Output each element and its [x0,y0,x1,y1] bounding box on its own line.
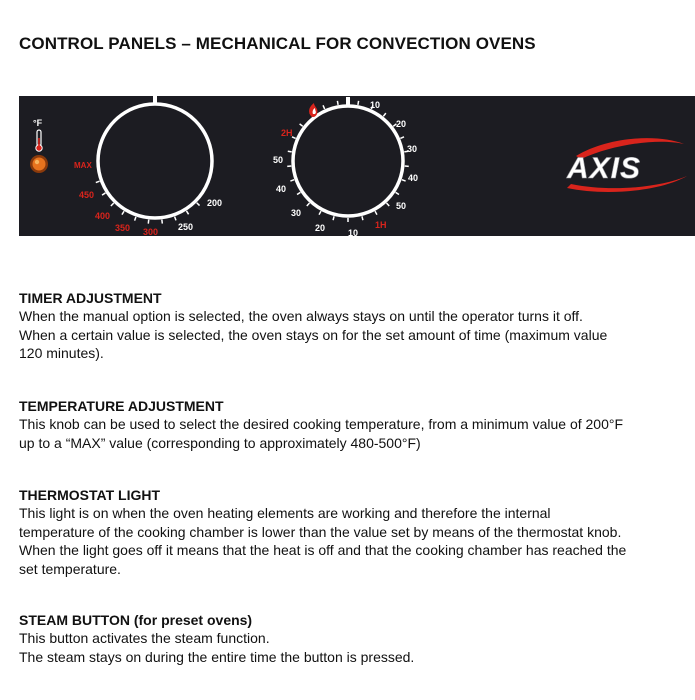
temp-label-250: 250 [178,222,194,232]
timer-label-40-right: 40 [408,173,419,183]
section-line: When the light goes off it means that the heat is off and that the cooking chamber has reached the [19,542,627,558]
timer-label-10-top: 10 [370,100,381,110]
scale-tick [362,216,363,220]
section-temperature-adjustment [19,397,691,452]
section-line: up to a “MAX” value (corresponding to approximately 480-500°F) [19,434,421,451]
timer-label-1h: 1H [375,220,387,230]
temp-label-450: 450 [79,190,95,200]
timer-label-50-right: 50 [396,201,407,211]
temp-label-200: 200 [207,198,223,208]
section-steam-button [19,611,691,666]
section-line: 120 minutes). [19,345,104,361]
timer-label-50-left: 50 [273,155,284,165]
temp-label-400: 400 [95,211,111,221]
control-panel [19,96,695,236]
timer-label-20-right: 20 [396,119,407,129]
thermostat-light-indicator [30,155,48,173]
section-timer-adjustment [19,289,691,363]
scale-tick [358,101,359,105]
timer-label-30-right: 30 [407,144,418,154]
temperature-knob-pointer [153,96,157,104]
section-line: This button activates the steam function. [19,630,270,646]
section-line: This knob can be used to select the desired cooking temperature, from a minimum value of 200°F [19,416,624,432]
temp-label-350: 350 [115,223,131,233]
section-heading: THERMOSTAT LIGHT [19,487,161,503]
timer-label-2h: 2H [281,128,293,138]
section-line: set temperature. [19,560,121,577]
section-line: When a certain value is selected, the oven stays on for the set amount of time (maximum value [19,326,608,343]
page-title: CONTROL PANELS – MECHANICAL FOR CONVECTION OVENS [19,34,536,53]
section-line: The steam stays on during the entire time the button is pressed. [19,648,415,665]
section-thermostat-light [19,486,691,578]
section-line: When the manual option is selected, the oven always stays on until the operator turns it off. [19,308,583,324]
temp-label-300: 300 [143,227,159,236]
section-heading: TIMER ADJUSTMENT [19,290,162,306]
section-line: This light is on when the oven heating elements are working and therefore the internal [19,505,551,521]
brand-logo-text: AXIS [567,152,642,185]
unit-label: °F [33,118,43,128]
control-panel-graphic [19,96,695,236]
temp-label-max: MAX [74,161,92,170]
timer-knob-pointer [346,97,350,105]
section-line: temperature of the cooking chamber is lower than the value set by means of the thermostat knob. [19,523,622,540]
scale-tick [337,101,338,105]
scale-tick [333,216,334,220]
section-heading: TEMPERATURE ADJUSTMENT [19,398,224,414]
scale-tick [288,151,292,152]
timer-label-40-left: 40 [276,184,287,194]
timer-label-10-bottom: 10 [348,228,359,236]
timer-label-20-left: 20 [315,223,326,233]
section-heading: STEAM BUTTON (for preset ovens) [19,612,253,628]
timer-label-30-left: 30 [291,208,302,218]
